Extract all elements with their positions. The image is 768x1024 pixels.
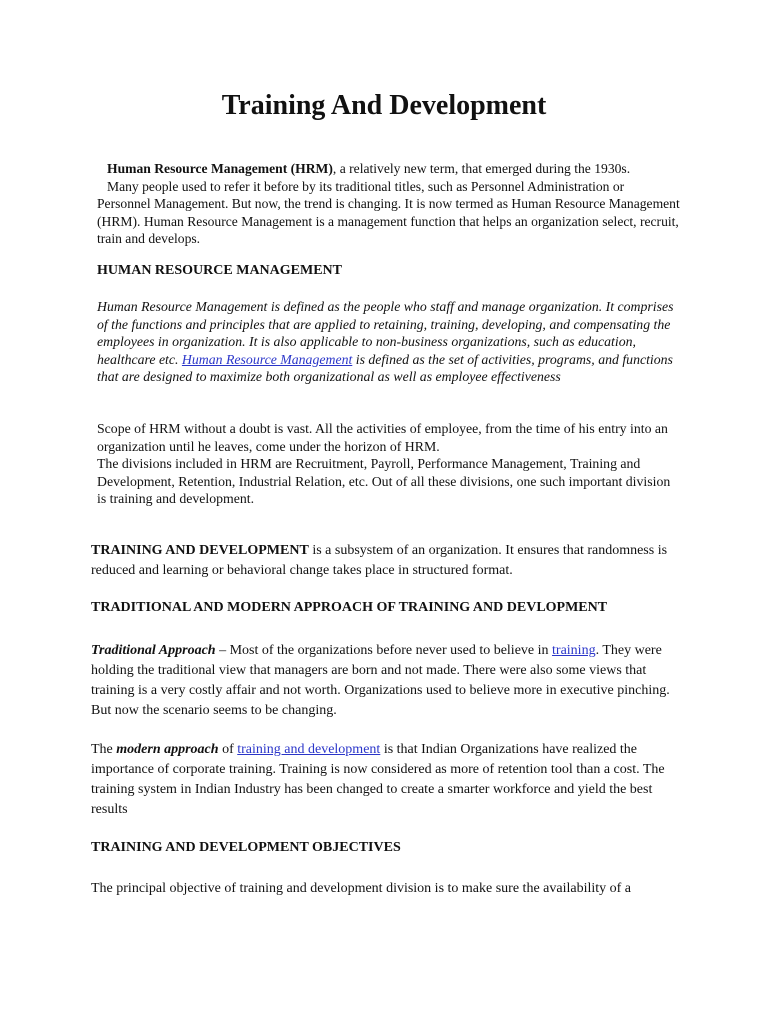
hrm-def-text-after: is defined as the set of activities, programs, and functions that are designed to maximize both organizational as well as employee effectiveness xyxy=(97,351,673,384)
modern-prefix: The xyxy=(91,742,117,757)
modern-paragraph xyxy=(91,740,681,820)
intro-rest: Personnel Management. But now, the trend is changing. It is now termed as Human Resource Management (HRM). Human Resource Management is a management function that helps an organization select, recruit, train and develops. xyxy=(97,196,680,246)
traditional-label: Traditional Approach xyxy=(91,643,216,658)
intro-line2: Many people used to refer it before by its traditional titles, such as Personnel Administration or xyxy=(107,178,625,194)
training-link[interactable]: training xyxy=(552,643,596,658)
scope-line1: Scope of HRM without a doubt is vast. All the activities of employee, from the time of his entry into an organization until he leaves, come under the horizon of HRM. xyxy=(97,421,668,454)
modern-label: modern approach xyxy=(116,742,219,757)
approach-heading: TRADITIONAL AND MODERN APPROACH OF TRAINING AND DEVLOPMENT xyxy=(91,600,608,615)
page-title: Training And Development xyxy=(221,90,547,121)
objectives-heading: TRAINING AND DEVELOPMENT OBJECTIVES xyxy=(91,840,401,855)
training-development-link[interactable]: training and development xyxy=(237,742,381,757)
intro-lead-bold: Human Resource Management (HRM) xyxy=(107,161,333,176)
scope-line2: The divisions included in HRM are Recruitment, Payroll, Performance Management, Training and Development, Retention, Industrial Relation, etc. Out of all these divisions, one such important division is training and development. xyxy=(97,456,671,506)
intro-paragraph xyxy=(97,160,697,248)
hrm-def-text: Human Resource Management is defined as the people who staff and manage organization. It comprises of the functions and principles that are applied to retaining, training, developing, and compensating the employees in organization. It is also applicable to non-business organizations, such as education, healthcare etc. xyxy=(97,299,674,367)
objectives-paragraph: The principal objective of training and development division is to make sure the availability of a xyxy=(91,881,632,896)
modern-mid: of xyxy=(218,742,238,757)
intro-lead-rest: , a relatively new term, that emerged during the 1930s. xyxy=(332,161,631,176)
td-rest: is a subsystem of an organization. It ensures that randomness is reduced and learning or behavioral change takes place in structured format. xyxy=(91,543,668,578)
traditional-text: – Most of the organizations before never used to believe in xyxy=(215,643,553,658)
traditional-text-after: . They were holding the traditional view that managers are born and not made. There were also some views that training is a very costly affair and not worth. Organizations used to believe more in executive pinching. But now the scenario seems to be changing. xyxy=(91,643,670,718)
td-definition xyxy=(91,541,681,581)
modern-text-after: is that Indian Organizations have realized the importance of corporate training. Training is now considered as more of retention tool than a cost. The training system in Indian Industry has been changed to create a smarter workforce and yield the best results xyxy=(91,742,665,817)
td-bold: TRAINING AND DEVELOPMENT xyxy=(91,543,309,558)
hrm-heading: HUMAN RESOURCE MANAGEMENT xyxy=(97,263,342,278)
intro-indent xyxy=(97,161,630,176)
hrm-link[interactable]: Human Resource Management xyxy=(181,351,353,367)
traditional-paragraph xyxy=(91,641,681,721)
scope-paragraph xyxy=(97,420,677,508)
hrm-definition xyxy=(97,298,677,386)
